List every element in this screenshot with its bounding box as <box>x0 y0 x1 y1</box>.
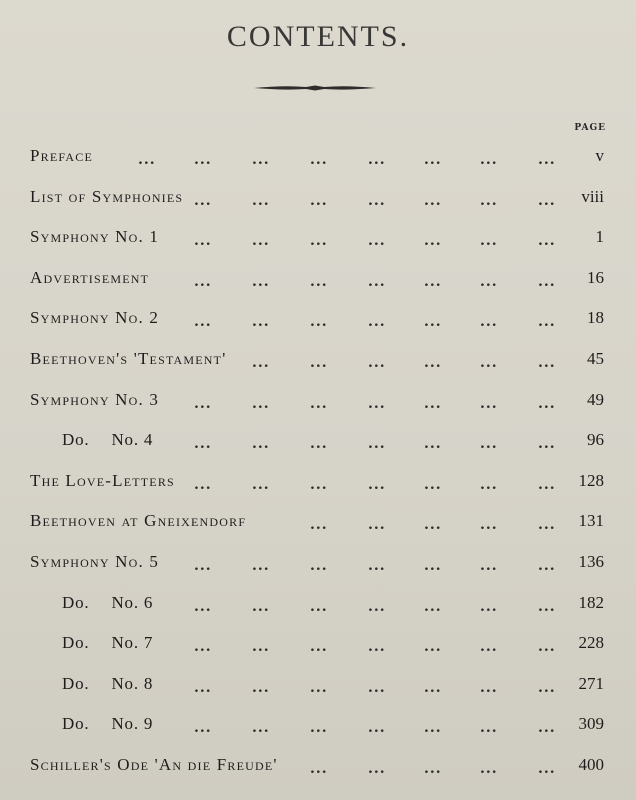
dot-leader <box>0 477 636 491</box>
leader-dots: ... <box>368 152 386 168</box>
leader-dots: ... <box>138 152 156 168</box>
toc-entry-label: Symphony No. 2 <box>30 308 160 328</box>
toc-entry[interactable] <box>0 710 636 751</box>
toc-entry-label: Symphony No. 5 <box>30 551 160 571</box>
leader-dots: ... <box>424 720 442 737</box>
leader-dots: ... <box>310 395 328 412</box>
leader-dots: ... <box>252 598 270 615</box>
dot-leader <box>0 233 636 250</box>
dot-leader <box>0 314 636 331</box>
leader-dots: ... <box>368 679 386 696</box>
leader-dots: ... <box>252 395 270 412</box>
leader-dots: ... <box>194 314 212 331</box>
leader-dots: ... <box>424 476 442 493</box>
toc-entry[interactable] <box>0 264 636 305</box>
leader-dots: ... <box>194 720 212 737</box>
toc-entry-page: 128 <box>578 470 604 490</box>
toc-entry-label: Do. No. 8 <box>62 673 154 693</box>
dot-leader <box>0 152 636 166</box>
leader-dots: ... <box>310 639 328 656</box>
toc-entry[interactable] <box>0 386 636 427</box>
toc-entry-page: 136 <box>578 551 604 571</box>
leader-dots: ... <box>424 436 442 453</box>
leader-dots: ... <box>424 192 442 209</box>
leader-dots: ... <box>194 233 212 250</box>
toc-entry[interactable] <box>0 629 636 670</box>
leader-dots: ... <box>310 233 328 250</box>
leader-dots: ... <box>424 233 442 250</box>
leader-dots: ... <box>194 273 212 290</box>
toc-entry-page: 18 <box>587 308 604 328</box>
leader-dots: ... <box>538 476 556 493</box>
leader-dots: ... <box>194 192 212 209</box>
toc-entry[interactable] <box>0 304 636 345</box>
toc-entry[interactable] <box>0 223 636 264</box>
toc-entry-label: Do. No. 6 <box>62 592 154 612</box>
leader-dots: ... <box>538 639 556 656</box>
leader-dots: ... <box>368 720 386 737</box>
leader-dots: ... <box>310 557 328 574</box>
dot-leader <box>0 761 636 775</box>
toc-entry-label: Schiller's Ode 'An die Freude' <box>30 754 278 774</box>
leader-dots: ... <box>480 314 498 331</box>
toc-entry-page: 271 <box>578 673 604 693</box>
leader-dots: ... <box>368 273 386 290</box>
leader-dots: ... <box>368 760 386 777</box>
leader-dots: ... <box>310 192 328 209</box>
toc-entry[interactable] <box>0 670 636 711</box>
leader-dots: ... <box>252 679 270 696</box>
dot-leader <box>0 517 636 534</box>
leader-dots: ... <box>538 598 556 615</box>
leader-dots: ... <box>310 720 328 737</box>
leader-dots: ... <box>310 598 328 615</box>
leader-dots: ... <box>310 476 328 493</box>
leader-dots: ... <box>194 679 212 696</box>
leader-dots: ... <box>538 436 556 453</box>
leader-dots: ... <box>194 436 212 453</box>
leader-dots: ... <box>480 476 498 493</box>
toc-entry-label: Do. No. 9 <box>62 714 154 734</box>
leader-dots: ... <box>310 517 328 534</box>
leader-dots: ... <box>424 639 442 656</box>
leader-dots: ... <box>310 436 328 453</box>
toc-entry-page: 45 <box>587 348 604 368</box>
leader-dots: ... <box>538 760 556 777</box>
leader-dots: ... <box>538 314 556 331</box>
leader-dots: ... <box>368 517 386 534</box>
leader-dots: ... <box>538 395 556 412</box>
leader-dots: ... <box>480 395 498 412</box>
leader-dots: ... <box>252 436 270 453</box>
leader-dots: ... <box>480 639 498 656</box>
leader-dots: ... <box>252 152 270 168</box>
toc-entry-label: Advertisement <box>30 267 150 287</box>
leader-dots: ... <box>424 598 442 615</box>
toc-entry[interactable] <box>0 507 636 548</box>
leader-dots: ... <box>480 436 498 453</box>
toc-entry-page: 16 <box>587 267 604 287</box>
leader-dots: ... <box>194 152 212 168</box>
toc-entry-label: Do. No. 4 <box>62 430 154 450</box>
leader-dots: ... <box>480 517 498 534</box>
toc-entry[interactable] <box>0 751 636 792</box>
ornamental-rule <box>254 84 376 92</box>
toc-entry-page: 131 <box>578 511 604 531</box>
toc-entry[interactable] <box>0 426 636 467</box>
toc-entry-page: 309 <box>578 714 604 734</box>
dot-leader <box>0 680 636 694</box>
leader-dots: ... <box>538 233 556 250</box>
leader-dots: ... <box>368 436 386 453</box>
leader-dots: ... <box>368 192 386 209</box>
toc-entry-label: Beethoven at Gneixendorf <box>30 511 247 531</box>
leader-dots: ... <box>424 517 442 534</box>
toc-entry-page: v <box>595 146 604 165</box>
page-column-header: PAGE <box>574 123 606 133</box>
toc-entry-label: Do. No. 7 <box>62 633 154 653</box>
leader-dots: ... <box>538 273 556 290</box>
leader-dots: ... <box>368 598 386 615</box>
leader-dots: ... <box>424 760 442 777</box>
dot-leader <box>0 355 636 369</box>
dot-leader <box>0 274 636 288</box>
leader-dots: ... <box>538 152 556 168</box>
leader-dots: ... <box>252 557 270 574</box>
leader-dots: ... <box>310 152 328 168</box>
toc-entry-page: 1 <box>595 227 604 247</box>
leader-dots: ... <box>480 152 498 168</box>
leader-dots: ... <box>424 354 442 371</box>
toc-entry[interactable] <box>0 548 636 589</box>
leader-dots: ... <box>538 720 556 737</box>
dot-leader <box>0 599 636 613</box>
leader-dots: ... <box>424 152 442 168</box>
leader-dots: ... <box>252 639 270 656</box>
leader-dots: ... <box>310 760 328 777</box>
leader-dots: ... <box>194 557 212 574</box>
leader-dots: ... <box>368 395 386 412</box>
toc-entry[interactable] <box>0 467 636 508</box>
leader-dots: ... <box>538 679 556 696</box>
leader-dots: ... <box>480 354 498 371</box>
contents-list <box>0 142 636 792</box>
leader-dots: ... <box>480 557 498 574</box>
toc-entry-page: 400 <box>578 754 604 774</box>
leader-dots: ... <box>538 354 556 371</box>
leader-dots: ... <box>252 720 270 737</box>
leader-dots: ... <box>310 679 328 696</box>
toc-entry-page: 96 <box>587 430 604 450</box>
leader-dots: ... <box>424 314 442 331</box>
leader-dots: ... <box>538 557 556 574</box>
leader-dots: ... <box>194 639 212 656</box>
leader-dots: ... <box>194 598 212 615</box>
toc-entry-page: viii <box>581 186 604 206</box>
leader-dots: ... <box>194 395 212 412</box>
toc-entry-label: Beethoven's 'Testament' <box>30 348 227 368</box>
toc-entry-page: 49 <box>587 389 604 409</box>
leader-dots: ... <box>368 557 386 574</box>
leader-dots: ... <box>368 314 386 331</box>
leader-dots: ... <box>424 395 442 412</box>
dot-leader <box>0 436 636 453</box>
leader-dots: ... <box>538 517 556 534</box>
leader-dots: ... <box>480 679 498 696</box>
leader-dots: ... <box>194 476 212 493</box>
toc-entry-label: Preface <box>30 146 93 165</box>
leader-dots: ... <box>252 354 270 371</box>
leader-dots: ... <box>368 233 386 250</box>
toc-entry[interactable] <box>0 183 636 224</box>
toc-entry-label: List of Symphonies <box>30 186 184 206</box>
leader-dots: ... <box>424 679 442 696</box>
leader-dots: ... <box>368 354 386 371</box>
leader-dots: ... <box>480 760 498 777</box>
leader-dots: ... <box>424 273 442 290</box>
leader-dots: ... <box>424 557 442 574</box>
leader-dots: ... <box>538 192 556 209</box>
leader-dots: ... <box>252 233 270 250</box>
leader-dots: ... <box>310 314 328 331</box>
toc-entry-page: 182 <box>578 592 604 612</box>
leader-dots: ... <box>310 354 328 371</box>
leader-dots: ... <box>368 639 386 656</box>
toc-entry-page: 228 <box>578 633 604 653</box>
dot-leader <box>0 558 636 572</box>
leader-dots: ... <box>480 233 498 250</box>
dot-leader <box>0 720 636 737</box>
leader-dots: ... <box>480 598 498 615</box>
toc-entry[interactable] <box>0 142 636 183</box>
leader-dots: ... <box>480 273 498 290</box>
toc-entry-label: The Love-Letters <box>30 470 175 490</box>
dot-leader <box>0 639 636 656</box>
leader-dots: ... <box>252 273 270 290</box>
dot-leader <box>0 396 636 410</box>
leader-dots: ... <box>252 192 270 209</box>
leader-dots: ... <box>480 720 498 737</box>
toc-entry[interactable] <box>0 589 636 630</box>
leader-dots: ... <box>368 476 386 493</box>
page-title: CONTENTS. <box>226 20 410 53</box>
leader-dots: ... <box>310 273 328 290</box>
leader-dots: ... <box>252 476 270 493</box>
toc-entry-label: Symphony No. 3 <box>30 389 160 409</box>
toc-entry[interactable] <box>0 345 636 386</box>
leader-dots: ... <box>480 192 498 209</box>
toc-entry-label: Symphony No. 1 <box>30 227 160 247</box>
dot-leader <box>0 193 636 207</box>
leader-dots: ... <box>252 314 270 331</box>
